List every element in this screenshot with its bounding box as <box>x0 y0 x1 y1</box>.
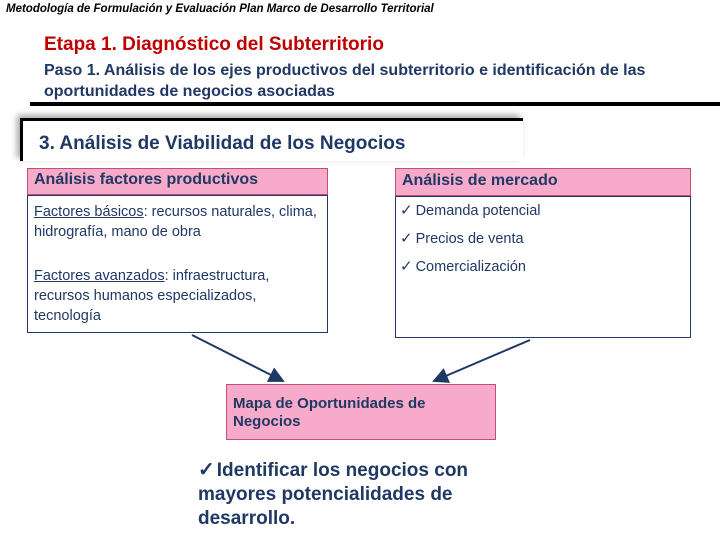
market-item-label: Comercialización <box>415 259 526 275</box>
conclusion-text: Identificar los negocios con mayores potencialidades de desarrollo. <box>198 460 469 529</box>
section-heading-text: 3. Análisis de Viabilidad de los Negocios <box>39 133 406 154</box>
check-icon: ✓ <box>400 202 413 219</box>
basic-factors-text: : recursos naturales, clima, hidrografía, mano de obra <box>34 204 317 240</box>
step-title: Paso 1. Análisis de los ejes productivos del subterritorio e identificación de las oportunidades de negocios asociadas <box>44 62 646 100</box>
arrow-icon <box>434 340 530 381</box>
market-header: Análisis de mercado <box>395 168 691 196</box>
factors-header: Análisis factores productivos <box>27 168 328 195</box>
advanced-factors-text: : infraestructura, recursos humanos especializados, tecnología <box>34 268 270 324</box>
conclusion <box>198 458 508 531</box>
opportunities-map-box <box>226 384 496 440</box>
opportunities-map-label: Mapa de Oportunidades de Negocios <box>233 395 426 430</box>
arrow-icon <box>192 335 283 381</box>
market-item-label: Precios de venta <box>415 231 524 247</box>
check-icon: ✓ <box>400 230 413 247</box>
page-caption: Metodología de Formulación y Evaluación Plan Marco de Desarrollo Territorial <box>6 3 434 15</box>
advanced-factors-label: Factores avanzados <box>34 268 165 284</box>
check-icon: ✓ <box>400 258 413 275</box>
check-icon: ✓ <box>198 459 215 481</box>
stage-title: Etapa 1. Diagnóstico del Subterritorio <box>44 34 384 55</box>
market-item-label: Demanda potencial <box>415 203 541 219</box>
basic-factors-label: Factores básicos <box>34 204 144 220</box>
